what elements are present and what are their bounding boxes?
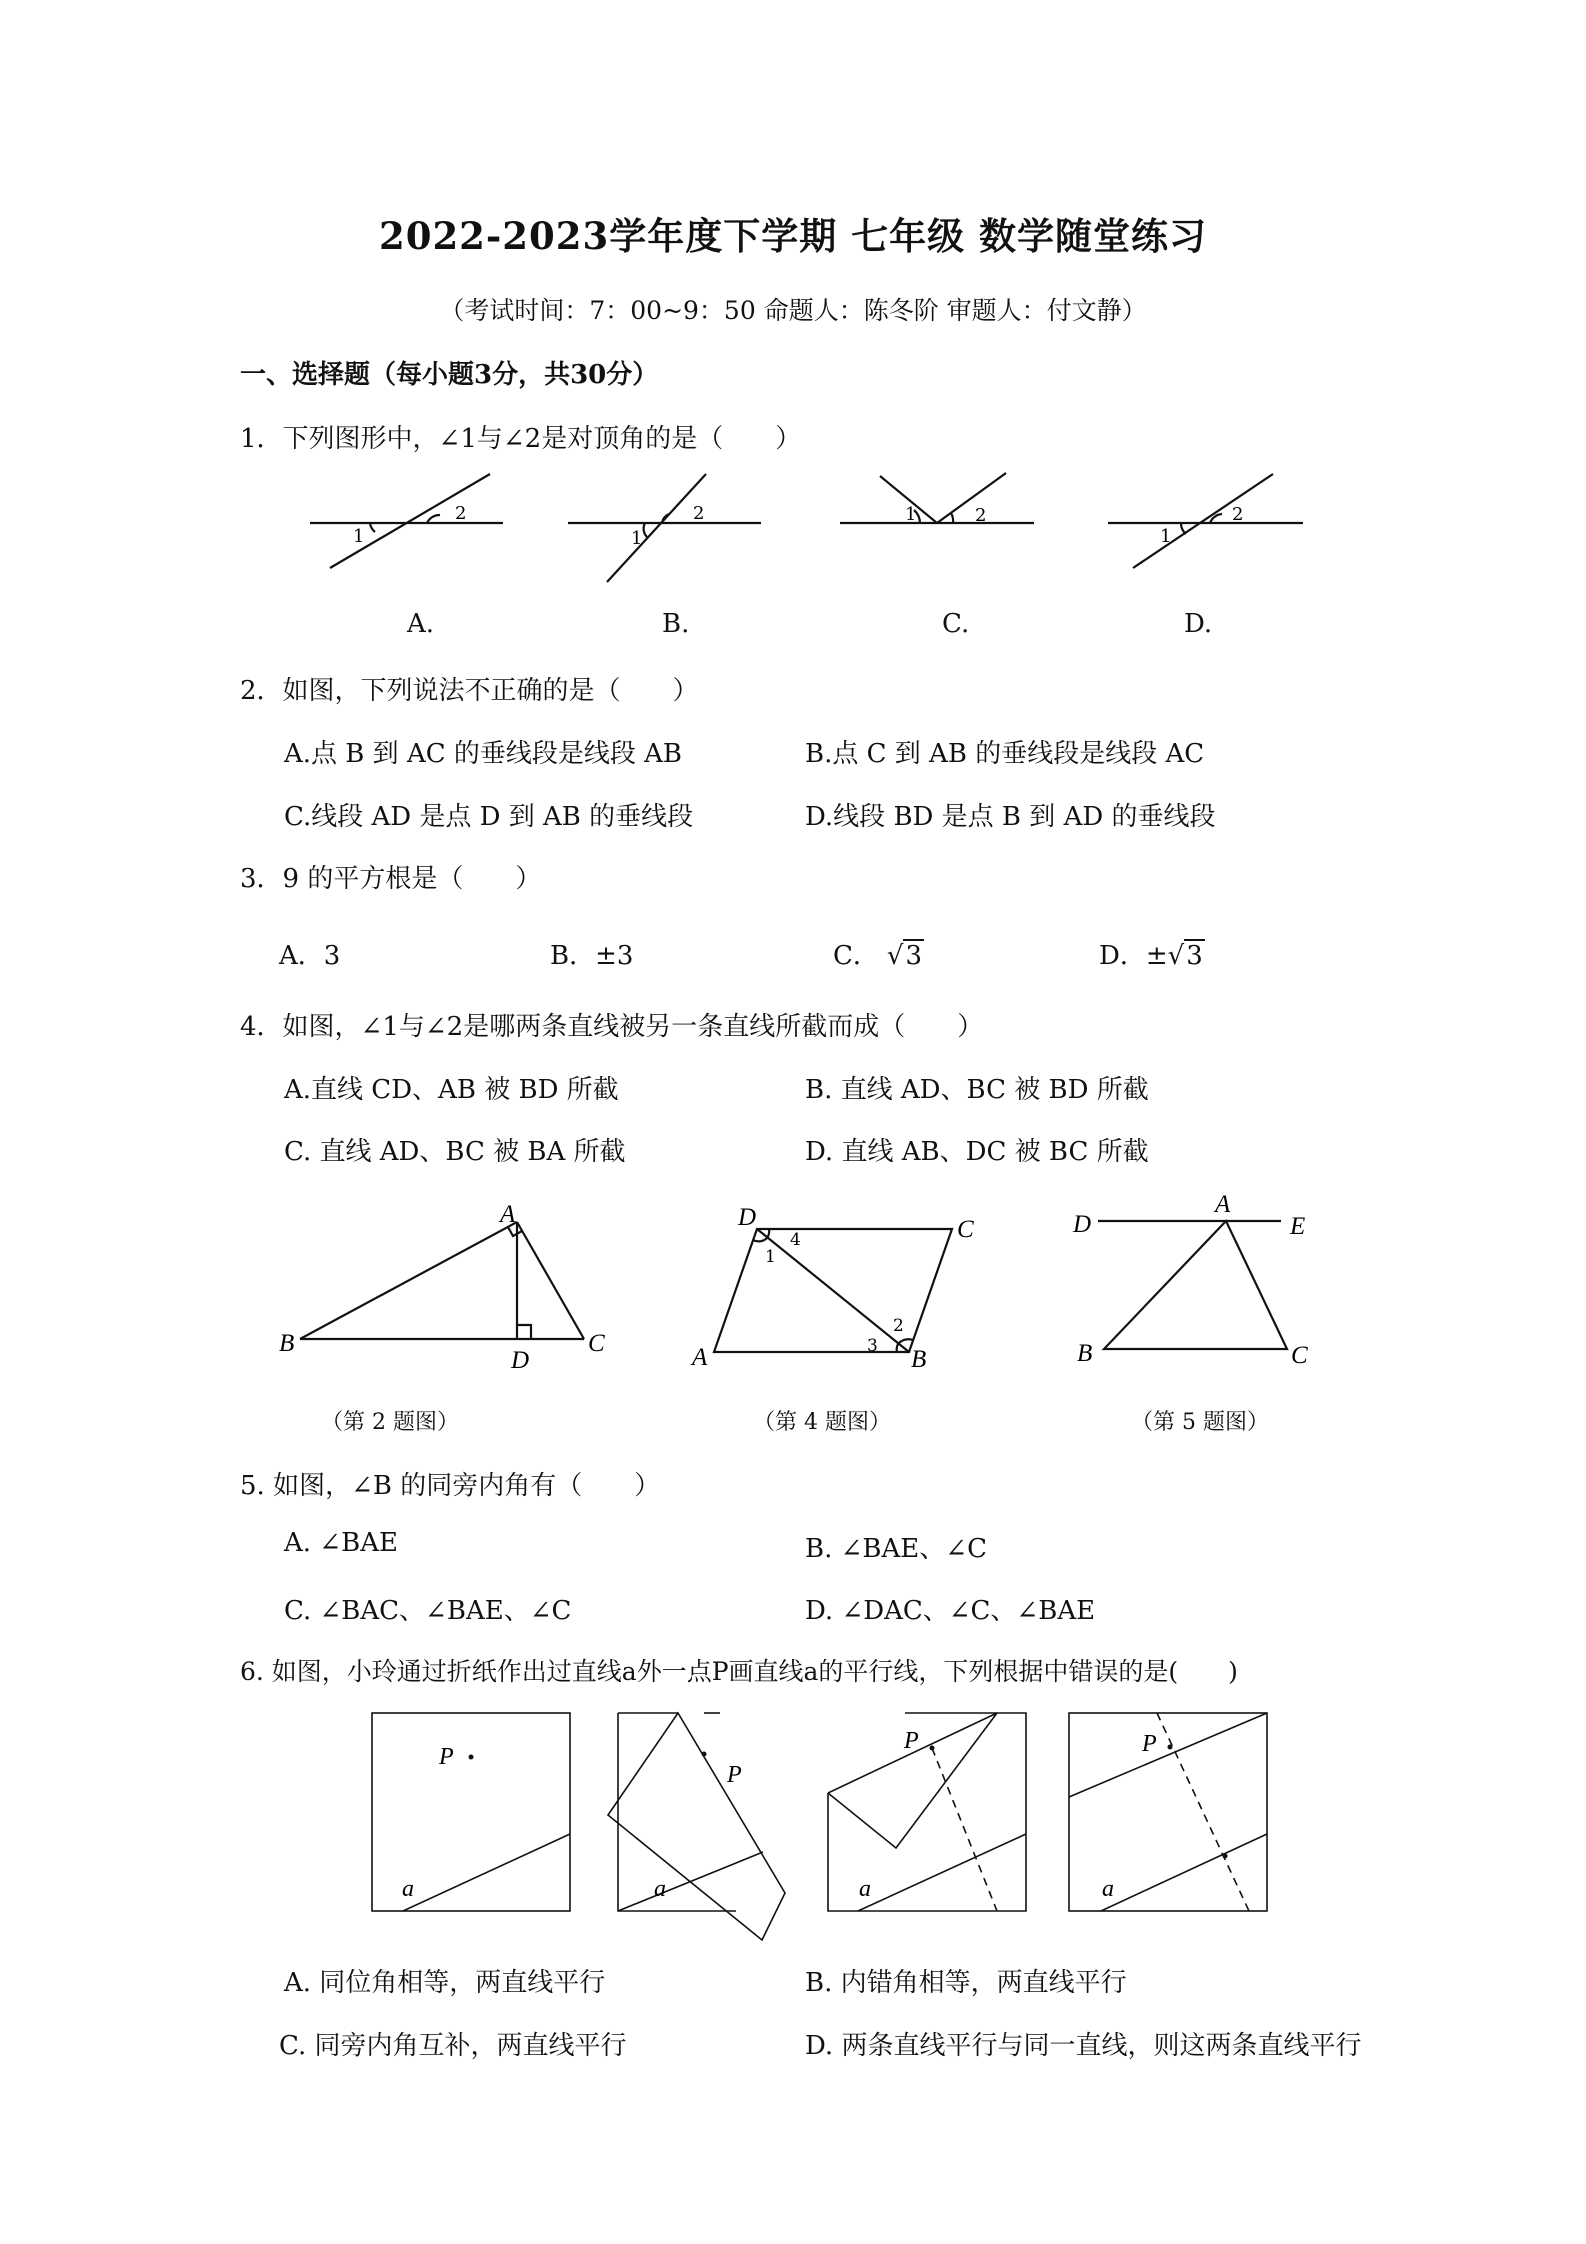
figure-4-angle-1: 1 [765,1247,776,1267]
figure-6-panel-2-point-p [702,1752,707,1757]
q6-option-d[interactable]: D. 两条直线平行与同一直线，则这两条直线平行 [805,2031,1362,2061]
figure-6-panel-1-point-p [469,1755,474,1760]
sqrt-symbol: √ [886,941,904,971]
figure-1b-label-2: 2 [693,503,705,524]
question-4-stem: 4．如图，∠1与∠2是哪两条直线被另一条直线所截而成（ ） [240,1012,984,1042]
figure-2-point-b: B [279,1330,295,1357]
figure-5-point-b: B [1077,1340,1093,1367]
figure-6-panel-3-point-p [930,1746,935,1751]
figure-1c-label-1: 1 [905,504,917,525]
figure-6-panel-4-intersection [1223,1854,1228,1859]
question-2-stem: 2．如图，下列说法不正确的是（ ） [240,676,699,706]
question-6-stem: 6. 如图，小玲通过折纸作出过直线a外一点P画直线a的平行线，下列根据中错误的是( ) [240,1657,1238,1686]
figure-2 [300,1222,584,1339]
q4-option-a[interactable]: A.直线 CD、AB 被 BD 所截 [284,1075,619,1105]
figure-4-point-a: A [692,1344,708,1371]
figure-4 [714,1229,952,1352]
figure-6-panel-3-label-p: P [904,1728,919,1754]
figure-4-angle-3: 3 [867,1336,878,1356]
q4-option-d[interactable]: D. 直线 AB、DC 被 BC 所截 [805,1137,1149,1167]
q1-option-c[interactable]: C. [942,609,970,639]
figure-2-caption: （第 2 题图） [321,1410,459,1435]
q2-option-d[interactable]: D.线段 BD 是点 B 到 AD 的垂线段 [805,802,1216,832]
figure-6-panel-4 [1069,1713,1267,1911]
figure-6-panel-1-label-a: a [402,1876,414,1902]
section-heading: 一、选择题（每小题3分，共30分） [240,360,659,390]
figure-5-point-a: A [1215,1191,1231,1218]
figure-2-point-c: C [588,1330,605,1357]
figure-1a-label-2: 2 [455,503,467,524]
q5-option-d[interactable]: D. ∠DAC、∠C、∠BAE [805,1596,1096,1626]
figure-5-point-d: D [1073,1211,1092,1238]
figure-1a-label-1: 1 [353,526,365,547]
figure-6-panel-4-point-p [1168,1745,1173,1750]
figure-2-point-a: A [500,1201,516,1228]
question-3-stem: 3．9 的平方根是（ ） [240,864,542,894]
figure-5-caption: （第 5 题图） [1131,1410,1269,1435]
q2-option-b[interactable]: B.点 C 到 AB 的垂线段是线段 AC [805,739,1205,769]
q4-option-c[interactable]: C. 直线 AD、BC 被 BA 所截 [284,1137,626,1167]
figure-4-angle-4: 4 [790,1230,801,1250]
q5-option-a[interactable]: A. ∠BAE [284,1528,398,1558]
question-1-stem: 1．下列图形中，∠1与∠2是对顶角的是（ ） [240,424,802,454]
sqrt-symbol: √ [1167,941,1185,971]
q3-option-d-radicand: 3 [1186,941,1203,971]
figure-1d [1108,474,1303,568]
figure-6-panel-4-label-p: P [1142,1731,1157,1757]
figure-1a [310,474,503,568]
figure-6-panel-2-label-p: P [727,1762,742,1788]
page-title: 2022-2023学年度下学期 七年级 数学随堂练习 [378,214,1208,258]
q3-option-d-label: D．± [1099,941,1168,971]
figure-1b-label-1: 1 [631,528,643,549]
exam-info: （考试时间：7：00~9：50 命题人：陈冬阶 审题人：付文静） [439,296,1147,325]
figure-1c [840,473,1034,523]
q4-option-b[interactable]: B. 直线 AD、BC 被 BD 所截 [805,1075,1149,1105]
figure-4-point-b: B [911,1346,927,1373]
q3-option-b[interactable]: B．±3 [550,941,634,971]
figure-4-point-c: C [957,1216,974,1243]
figure-6-panel-3 [828,1713,1026,1911]
q3-option-d[interactable] [1099,935,1205,972]
figure-6-panel-4-label-a: a [1102,1876,1114,1902]
figure-4-point-d: D [738,1204,757,1231]
figure-6-panel-1-label-p: P [439,1744,454,1770]
figure-1d-label-1: 1 [1160,526,1172,547]
figure-6-panel-3-label-a: a [859,1876,871,1902]
figure-5-point-e: E [1290,1213,1306,1240]
q6-option-a[interactable]: A. 同位角相等，两直线平行 [284,1968,606,1998]
figure-6-panel-2 [608,1713,785,1940]
figure-4-caption: （第 4 题图） [753,1410,891,1435]
figure-6-panel-2-label-a: a [654,1876,666,1902]
q3-option-c-radicand: 3 [905,941,923,971]
q3-option-a[interactable]: A．3 [279,941,341,971]
figure-1b [568,474,761,582]
figure-5 [1098,1221,1287,1349]
q2-option-a[interactable]: A.点 B 到 AC 的垂线段是线段 AB [284,739,683,769]
figure-1d-label-2: 2 [1232,504,1244,525]
q6-option-b[interactable]: B. 内错角相等，两直线平行 [805,1968,1127,1998]
q5-option-c[interactable]: C. ∠BAC、∠BAE、∠C [284,1596,572,1626]
q2-option-c[interactable]: C.线段 AD 是点 D 到 AB 的垂线段 [284,802,694,832]
q1-option-b[interactable]: B. [662,609,690,639]
q6-option-c[interactable]: C. 同旁内角互补，两直线平行 [279,2031,627,2061]
q1-option-d[interactable]: D. [1184,609,1213,639]
q5-option-b[interactable]: B. ∠BAE、∠C [805,1534,987,1564]
figure-4-angle-2: 2 [893,1316,904,1336]
q3-option-c[interactable] [833,935,924,972]
question-5-stem: 5. 如图，∠B 的同旁内角有（ ） [240,1471,661,1501]
figure-5-point-c: C [1291,1342,1308,1369]
figure-2-point-d: D [511,1347,530,1374]
figure-1c-label-2: 2 [975,505,987,526]
q1-option-a[interactable]: A. [407,609,435,639]
q3-option-c-label: C． [833,941,879,971]
